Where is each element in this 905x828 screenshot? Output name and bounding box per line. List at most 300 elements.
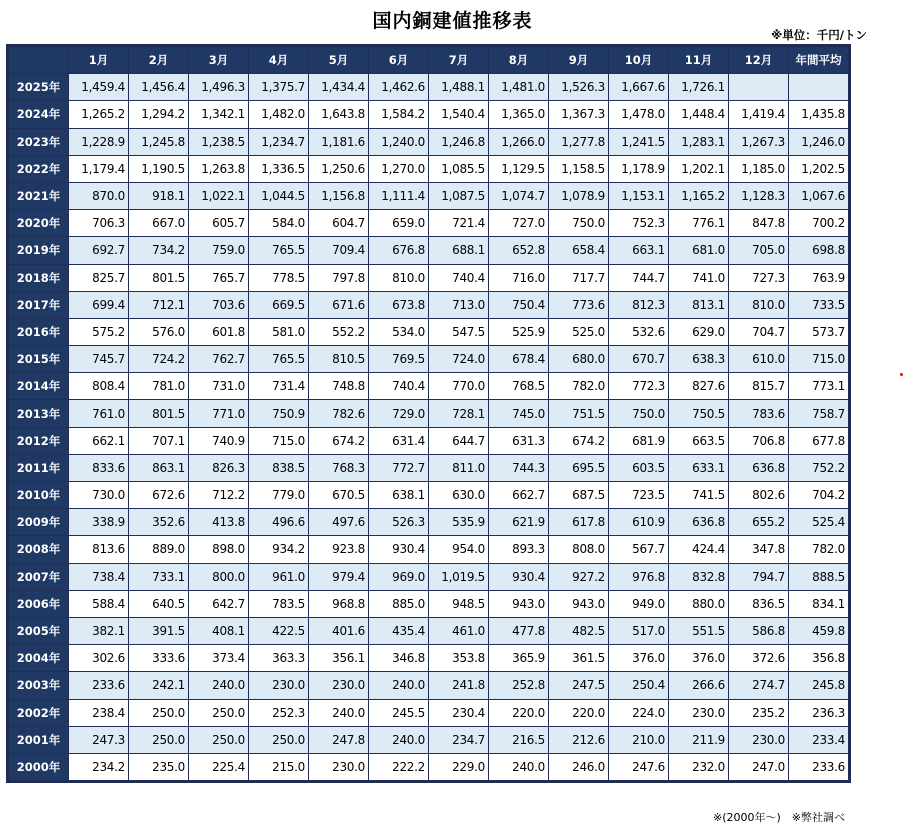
price-cell: 552.2 bbox=[309, 318, 369, 345]
price-cell: 601.8 bbox=[189, 318, 249, 345]
price-cell: 347.8 bbox=[729, 536, 789, 563]
price-cell: 631.3 bbox=[489, 427, 549, 454]
table-row bbox=[9, 645, 849, 672]
column-header: 7月 bbox=[429, 47, 489, 74]
price-cell: 247.5 bbox=[549, 672, 609, 699]
price-cell: 1,367.3 bbox=[549, 101, 609, 128]
column-header: 3月 bbox=[189, 47, 249, 74]
table-row bbox=[9, 237, 849, 264]
price-cell: 247.6 bbox=[609, 753, 669, 780]
price-cell: 880.0 bbox=[669, 590, 729, 617]
marker-dot bbox=[900, 373, 903, 376]
annual-average-cell: 763.9 bbox=[789, 264, 849, 291]
price-cell: 745.0 bbox=[489, 400, 549, 427]
price-cell: 659.0 bbox=[369, 210, 429, 237]
price-cell: 671.6 bbox=[309, 291, 369, 318]
price-cell: 918.1 bbox=[129, 182, 189, 209]
price-cell: 762.7 bbox=[189, 346, 249, 373]
price-cell: 662.7 bbox=[489, 482, 549, 509]
price-cell: 247.8 bbox=[309, 726, 369, 753]
price-cell: 658.4 bbox=[549, 237, 609, 264]
price-cell: 728.1 bbox=[429, 400, 489, 427]
price-cell: 800.0 bbox=[189, 563, 249, 590]
price-cell: 250.0 bbox=[189, 726, 249, 753]
unit-note: ※単位：千円/トン bbox=[771, 28, 867, 42]
price-cell: 782.6 bbox=[309, 400, 369, 427]
price-cell: 680.0 bbox=[549, 346, 609, 373]
column-header: 12月 bbox=[729, 47, 789, 74]
price-cell: 752.3 bbox=[609, 210, 669, 237]
page-title: 国内銅建値推移表 bbox=[372, 10, 533, 32]
price-cell: 674.2 bbox=[549, 427, 609, 454]
annual-average-cell: 573.7 bbox=[789, 318, 849, 345]
year-label: 2008年 bbox=[9, 536, 69, 563]
price-cell: 547.5 bbox=[429, 318, 489, 345]
price-cell: 782.0 bbox=[549, 373, 609, 400]
price-cell: 621.9 bbox=[489, 509, 549, 536]
price-cell: 738.4 bbox=[69, 563, 129, 590]
price-cell: 586.8 bbox=[729, 617, 789, 644]
price-cell: 672.6 bbox=[129, 482, 189, 509]
price-cell: 250.0 bbox=[129, 699, 189, 726]
price-cell: 532.6 bbox=[609, 318, 669, 345]
price-cell: 797.8 bbox=[309, 264, 369, 291]
table-row bbox=[9, 101, 849, 128]
table-row bbox=[9, 346, 849, 373]
table-row bbox=[9, 509, 849, 536]
year-label: 2012年 bbox=[9, 427, 69, 454]
price-cell: 662.1 bbox=[69, 427, 129, 454]
price-cell: 352.6 bbox=[129, 509, 189, 536]
price-cell: 815.7 bbox=[729, 373, 789, 400]
annual-average-cell: 356.8 bbox=[789, 645, 849, 672]
price-cell: 826.3 bbox=[189, 454, 249, 481]
price-cell: 235.0 bbox=[129, 753, 189, 780]
price-cell: 847.8 bbox=[729, 210, 789, 237]
price-cell: 1,246.8 bbox=[429, 128, 489, 155]
price-cell: 1,165.2 bbox=[669, 182, 729, 209]
price-cell: 765.5 bbox=[249, 237, 309, 264]
column-header: 1月 bbox=[69, 47, 129, 74]
year-label: 2017年 bbox=[9, 291, 69, 318]
price-cell: 638.1 bbox=[369, 482, 429, 509]
price-cell: 633.1 bbox=[669, 454, 729, 481]
price-cell: 825.7 bbox=[69, 264, 129, 291]
price-cell: 810.0 bbox=[729, 291, 789, 318]
price-cell: 781.0 bbox=[129, 373, 189, 400]
price-cell: 1,263.8 bbox=[189, 155, 249, 182]
price-cell: 930.4 bbox=[489, 563, 549, 590]
price-cell: 266.6 bbox=[669, 672, 729, 699]
annual-average-cell: 459.8 bbox=[789, 617, 849, 644]
annual-average-cell: 704.2 bbox=[789, 482, 849, 509]
table-row bbox=[9, 753, 849, 780]
price-cell: 670.7 bbox=[609, 346, 669, 373]
price-cell: 247.0 bbox=[729, 753, 789, 780]
price-cell: 1,158.5 bbox=[549, 155, 609, 182]
price-cell: 733.1 bbox=[129, 563, 189, 590]
price-cell: 838.5 bbox=[249, 454, 309, 481]
price-cell: 346.8 bbox=[369, 645, 429, 672]
price-cell: 363.3 bbox=[249, 645, 309, 672]
price-cell: 927.2 bbox=[549, 563, 609, 590]
price-cell: 948.5 bbox=[429, 590, 489, 617]
copper-price-table bbox=[8, 46, 849, 781]
price-cell: 581.0 bbox=[249, 318, 309, 345]
price-cell: 768.3 bbox=[309, 454, 369, 481]
price-cell: 1,179.4 bbox=[69, 155, 129, 182]
price-cell: 250.0 bbox=[249, 726, 309, 753]
table-row bbox=[9, 373, 849, 400]
annual-average-cell: 700.2 bbox=[789, 210, 849, 237]
year-label: 2009年 bbox=[9, 509, 69, 536]
price-cell: 713.0 bbox=[429, 291, 489, 318]
price-cell: 526.3 bbox=[369, 509, 429, 536]
price-cell: 1,365.0 bbox=[489, 101, 549, 128]
table-row bbox=[9, 427, 849, 454]
annual-average-cell: 233.6 bbox=[789, 753, 849, 780]
price-cell: 391.5 bbox=[129, 617, 189, 644]
price-cell: 401.6 bbox=[309, 617, 369, 644]
price-cell: 1,643.8 bbox=[309, 101, 369, 128]
annual-average-cell: 782.0 bbox=[789, 536, 849, 563]
price-cell: 740.4 bbox=[429, 264, 489, 291]
price-cell: 673.8 bbox=[369, 291, 429, 318]
header-row bbox=[9, 47, 849, 74]
price-cell: 750.0 bbox=[549, 210, 609, 237]
price-cell: 1,128.3 bbox=[729, 182, 789, 209]
price-cell: 772.7 bbox=[369, 454, 429, 481]
year-label: 2025年 bbox=[9, 74, 69, 101]
price-cell: 353.8 bbox=[429, 645, 489, 672]
year-label: 2023年 bbox=[9, 128, 69, 155]
price-cell bbox=[729, 74, 789, 101]
price-cell: 750.4 bbox=[489, 291, 549, 318]
price-cell: 240.0 bbox=[489, 753, 549, 780]
price-cell: 750.9 bbox=[249, 400, 309, 427]
price-cell: 1,277.8 bbox=[549, 128, 609, 155]
price-cell: 943.0 bbox=[489, 590, 549, 617]
price-cell: 724.2 bbox=[129, 346, 189, 373]
price-cell: 704.7 bbox=[729, 318, 789, 345]
price-cell: 706.8 bbox=[729, 427, 789, 454]
price-cell: 233.6 bbox=[69, 672, 129, 699]
price-cell: 703.6 bbox=[189, 291, 249, 318]
price-cell: 885.0 bbox=[369, 590, 429, 617]
annual-average-cell: 888.5 bbox=[789, 563, 849, 590]
annual-average-cell: 1,435.8 bbox=[789, 101, 849, 128]
price-cell: 812.3 bbox=[609, 291, 669, 318]
annual-average-cell: 698.8 bbox=[789, 237, 849, 264]
price-cell: 1,190.5 bbox=[129, 155, 189, 182]
price-cell: 525.0 bbox=[549, 318, 609, 345]
annual-average-cell: 1,202.5 bbox=[789, 155, 849, 182]
price-cell: 699.4 bbox=[69, 291, 129, 318]
price-cell: 745.7 bbox=[69, 346, 129, 373]
price-cell: 1,584.2 bbox=[369, 101, 429, 128]
price-cell: 751.5 bbox=[549, 400, 609, 427]
price-cell: 1,267.3 bbox=[729, 128, 789, 155]
price-cell: 810.5 bbox=[309, 346, 369, 373]
year-label: 2000年 bbox=[9, 753, 69, 780]
price-cell: 930.4 bbox=[369, 536, 429, 563]
price-cell: 252.3 bbox=[249, 699, 309, 726]
price-cell: 210.0 bbox=[609, 726, 669, 753]
price-cell: 1,153.1 bbox=[609, 182, 669, 209]
price-cell: 1,156.8 bbox=[309, 182, 369, 209]
table-row bbox=[9, 264, 849, 291]
price-table-frame bbox=[6, 44, 851, 783]
table-row bbox=[9, 291, 849, 318]
price-cell: 1,481.0 bbox=[489, 74, 549, 101]
price-cell: 721.4 bbox=[429, 210, 489, 237]
price-cell: 240.0 bbox=[309, 699, 369, 726]
year-label: 2004年 bbox=[9, 645, 69, 672]
price-cell: 976.8 bbox=[609, 563, 669, 590]
column-header: 年間平均 bbox=[789, 47, 849, 74]
column-header: 8月 bbox=[489, 47, 549, 74]
price-cell: 222.2 bbox=[369, 753, 429, 780]
price-cell: 670.5 bbox=[309, 482, 369, 509]
price-cell: 801.5 bbox=[129, 400, 189, 427]
year-label: 2014年 bbox=[9, 373, 69, 400]
price-cell: 230.0 bbox=[249, 672, 309, 699]
price-cell: 408.1 bbox=[189, 617, 249, 644]
price-cell: 765.5 bbox=[249, 346, 309, 373]
price-cell: 230.0 bbox=[669, 699, 729, 726]
price-cell: 230.4 bbox=[429, 699, 489, 726]
price-cell: 1,022.1 bbox=[189, 182, 249, 209]
price-cell: 772.3 bbox=[609, 373, 669, 400]
annual-average-cell: 677.8 bbox=[789, 427, 849, 454]
price-cell: 741.0 bbox=[669, 264, 729, 291]
table-row bbox=[9, 590, 849, 617]
price-cell: 1,181.6 bbox=[309, 128, 369, 155]
table-row bbox=[9, 318, 849, 345]
annual-average-cell: 233.4 bbox=[789, 726, 849, 753]
price-cell: 652.8 bbox=[489, 237, 549, 264]
price-cell: 1,462.6 bbox=[369, 74, 429, 101]
price-cell: 765.7 bbox=[189, 264, 249, 291]
price-cell: 242.1 bbox=[129, 672, 189, 699]
price-cell: 954.0 bbox=[429, 536, 489, 563]
price-cell: 712.1 bbox=[129, 291, 189, 318]
price-cell: 676.8 bbox=[369, 237, 429, 264]
price-cell: 576.0 bbox=[129, 318, 189, 345]
price-cell: 1,074.7 bbox=[489, 182, 549, 209]
price-cell: 461.0 bbox=[429, 617, 489, 644]
price-cell: 949.0 bbox=[609, 590, 669, 617]
price-cell: 642.7 bbox=[189, 590, 249, 617]
annual-average-cell: 525.4 bbox=[789, 509, 849, 536]
price-cell: 768.5 bbox=[489, 373, 549, 400]
price-cell: 1,234.7 bbox=[249, 128, 309, 155]
price-cell: 1,496.3 bbox=[189, 74, 249, 101]
annual-average-cell: 733.5 bbox=[789, 291, 849, 318]
price-cell: 889.0 bbox=[129, 536, 189, 563]
price-cell: 1,478.0 bbox=[609, 101, 669, 128]
price-cell: 1,526.3 bbox=[549, 74, 609, 101]
price-cell: 232.0 bbox=[669, 753, 729, 780]
table-row bbox=[9, 617, 849, 644]
column-header: 9月 bbox=[549, 47, 609, 74]
price-cell: 1,456.4 bbox=[129, 74, 189, 101]
price-cell: 250.4 bbox=[609, 672, 669, 699]
price-cell: 692.7 bbox=[69, 237, 129, 264]
price-cell: 923.8 bbox=[309, 536, 369, 563]
price-cell: 361.5 bbox=[549, 645, 609, 672]
price-cell: 731.4 bbox=[249, 373, 309, 400]
table-row bbox=[9, 482, 849, 509]
price-cell: 604.7 bbox=[309, 210, 369, 237]
annual-average-cell: 758.7 bbox=[789, 400, 849, 427]
year-label: 2002年 bbox=[9, 699, 69, 726]
price-cell: 575.2 bbox=[69, 318, 129, 345]
price-cell: 629.0 bbox=[669, 318, 729, 345]
price-cell: 961.0 bbox=[249, 563, 309, 590]
price-cell: 376.0 bbox=[669, 645, 729, 672]
price-cell: 238.4 bbox=[69, 699, 129, 726]
price-cell: 724.0 bbox=[429, 346, 489, 373]
price-cell: 382.1 bbox=[69, 617, 129, 644]
price-cell: 771.0 bbox=[189, 400, 249, 427]
price-cell: 302.6 bbox=[69, 645, 129, 672]
table-row bbox=[9, 74, 849, 101]
price-cell: 588.4 bbox=[69, 590, 129, 617]
price-cell: 220.0 bbox=[489, 699, 549, 726]
price-cell: 610.0 bbox=[729, 346, 789, 373]
price-cell: 250.0 bbox=[189, 699, 249, 726]
price-cell: 715.0 bbox=[249, 427, 309, 454]
price-cell: 748.8 bbox=[309, 373, 369, 400]
price-cell: 517.0 bbox=[609, 617, 669, 644]
price-cell: 687.5 bbox=[549, 482, 609, 509]
annual-average-cell: 752.2 bbox=[789, 454, 849, 481]
price-cell: 1,085.5 bbox=[429, 155, 489, 182]
price-cell: 741.5 bbox=[669, 482, 729, 509]
year-label: 2007年 bbox=[9, 563, 69, 590]
price-cell: 969.0 bbox=[369, 563, 429, 590]
annual-average-cell: 1,067.6 bbox=[789, 182, 849, 209]
year-label: 2016年 bbox=[9, 318, 69, 345]
year-label: 2001年 bbox=[9, 726, 69, 753]
price-cell: 705.0 bbox=[729, 237, 789, 264]
price-cell: 1,270.0 bbox=[369, 155, 429, 182]
column-header: 4月 bbox=[249, 47, 309, 74]
column-header: 6月 bbox=[369, 47, 429, 74]
price-cell: 832.8 bbox=[669, 563, 729, 590]
price-cell: 1,448.4 bbox=[669, 101, 729, 128]
price-cell: 898.0 bbox=[189, 536, 249, 563]
price-cell: 681.9 bbox=[609, 427, 669, 454]
price-cell: 740.9 bbox=[189, 427, 249, 454]
price-cell: 252.8 bbox=[489, 672, 549, 699]
price-cell: 605.7 bbox=[189, 210, 249, 237]
price-cell: 695.5 bbox=[549, 454, 609, 481]
price-cell: 769.5 bbox=[369, 346, 429, 373]
price-cell: 230.0 bbox=[309, 672, 369, 699]
year-label: 2003年 bbox=[9, 672, 69, 699]
table-row bbox=[9, 699, 849, 726]
price-cell: 729.0 bbox=[369, 400, 429, 427]
price-cell: 525.9 bbox=[489, 318, 549, 345]
price-cell: 333.6 bbox=[129, 645, 189, 672]
price-cell: 1,111.4 bbox=[369, 182, 429, 209]
price-cell: 1,488.1 bbox=[429, 74, 489, 101]
price-cell: 365.9 bbox=[489, 645, 549, 672]
price-cell: 644.7 bbox=[429, 427, 489, 454]
year-label: 2006年 bbox=[9, 590, 69, 617]
price-cell: 709.4 bbox=[309, 237, 369, 264]
price-cell: 482.5 bbox=[549, 617, 609, 644]
price-cell: 1,667.6 bbox=[609, 74, 669, 101]
price-cell: 979.4 bbox=[309, 563, 369, 590]
price-cell: 413.8 bbox=[189, 509, 249, 536]
price-cell: 1,283.1 bbox=[669, 128, 729, 155]
price-cell: 1,019.5 bbox=[429, 563, 489, 590]
price-cell: 372.6 bbox=[729, 645, 789, 672]
price-cell: 810.0 bbox=[369, 264, 429, 291]
annual-average-cell: 1,246.0 bbox=[789, 128, 849, 155]
price-cell: 750.0 bbox=[609, 400, 669, 427]
price-cell: 1,178.9 bbox=[609, 155, 669, 182]
price-cell: 617.8 bbox=[549, 509, 609, 536]
table-row bbox=[9, 726, 849, 753]
price-cell: 808.0 bbox=[549, 536, 609, 563]
price-cell: 225.4 bbox=[189, 753, 249, 780]
price-cell: 813.1 bbox=[669, 291, 729, 318]
price-cell: 759.0 bbox=[189, 237, 249, 264]
price-cell: 246.0 bbox=[549, 753, 609, 780]
price-cell: 943.0 bbox=[549, 590, 609, 617]
price-cell: 230.0 bbox=[309, 753, 369, 780]
price-cell: 801.5 bbox=[129, 264, 189, 291]
price-cell: 744.3 bbox=[489, 454, 549, 481]
price-cell: 631.4 bbox=[369, 427, 429, 454]
price-cell: 779.0 bbox=[249, 482, 309, 509]
price-cell: 770.0 bbox=[429, 373, 489, 400]
price-cell: 1,238.5 bbox=[189, 128, 249, 155]
price-cell: 1,250.6 bbox=[309, 155, 369, 182]
price-cell: 730.0 bbox=[69, 482, 129, 509]
price-cell: 551.5 bbox=[669, 617, 729, 644]
price-cell: 477.8 bbox=[489, 617, 549, 644]
price-cell: 968.8 bbox=[309, 590, 369, 617]
price-cell: 1,266.0 bbox=[489, 128, 549, 155]
corner-cell bbox=[9, 47, 69, 74]
price-cell: 1,087.5 bbox=[429, 182, 489, 209]
price-cell: 783.6 bbox=[729, 400, 789, 427]
price-cell: 1,342.1 bbox=[189, 101, 249, 128]
price-cell: 778.5 bbox=[249, 264, 309, 291]
price-cell: 827.6 bbox=[669, 373, 729, 400]
price-cell: 727.3 bbox=[729, 264, 789, 291]
price-cell: 1,078.9 bbox=[549, 182, 609, 209]
price-cell: 603.5 bbox=[609, 454, 669, 481]
price-cell: 744.7 bbox=[609, 264, 669, 291]
table-row bbox=[9, 128, 849, 155]
price-cell: 234.2 bbox=[69, 753, 129, 780]
year-label: 2020年 bbox=[9, 210, 69, 237]
price-cell: 802.6 bbox=[729, 482, 789, 509]
price-cell: 1,044.5 bbox=[249, 182, 309, 209]
year-label: 2010年 bbox=[9, 482, 69, 509]
price-cell: 688.1 bbox=[429, 237, 489, 264]
price-cell: 1,245.8 bbox=[129, 128, 189, 155]
price-cell: 224.0 bbox=[609, 699, 669, 726]
year-label: 2019年 bbox=[9, 237, 69, 264]
price-cell: 870.0 bbox=[69, 182, 129, 209]
